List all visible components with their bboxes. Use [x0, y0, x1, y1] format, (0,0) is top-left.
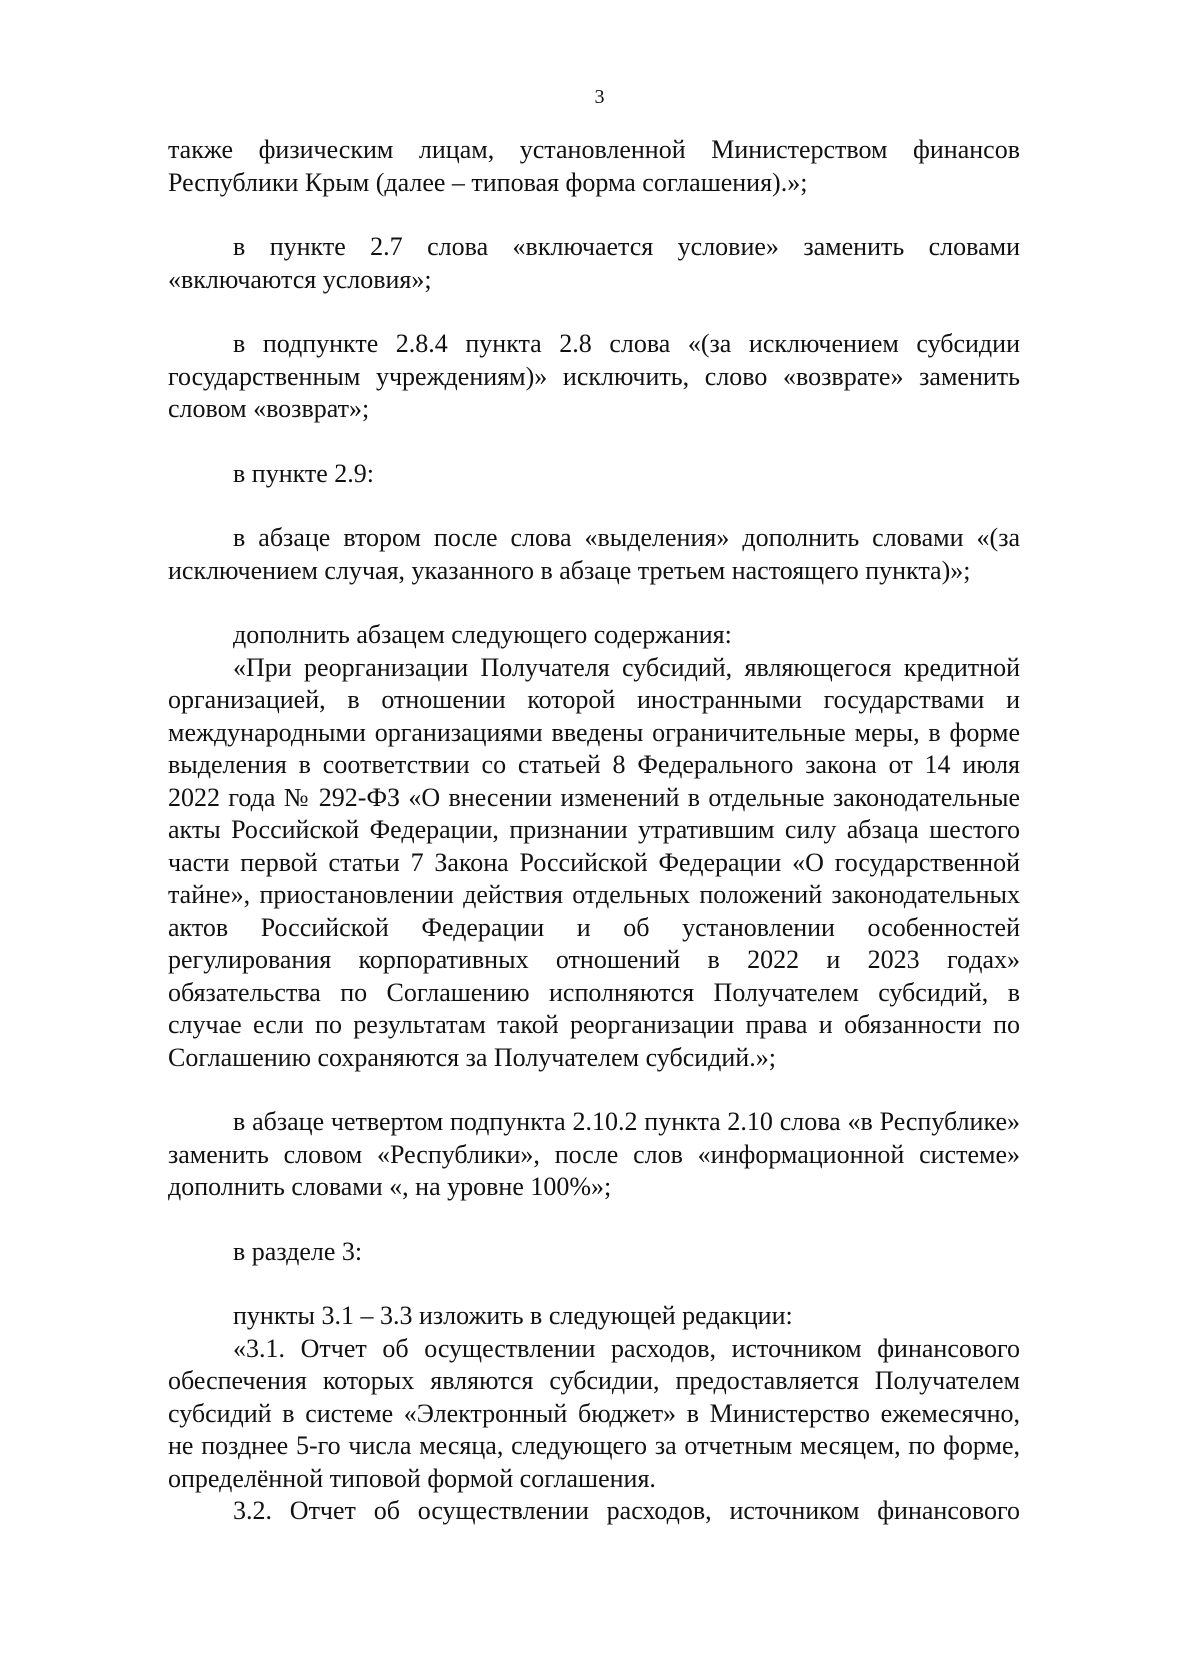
paragraph-point-3-1: «3.1. Отчет об осуществлении расходов, источником финансового обеспечения которых являются субсидии, предоставляется Получателем субсидий в системе «Электронный бюджет» в Министерство ежемесячно, не позднее 5-го числа месяца, следующего за отчетным месяцем, по форме, определённой типовой формой соглашения. — [168, 1333, 1020, 1493]
document-body — [168, 134, 1020, 1528]
paragraph-amend-2-7: в пункте 2.7 слова «включается условие» заменить словами «включаются условия»; — [168, 232, 1020, 294]
paragraph-point-3-2: 3.2. Отчет об осуществлении расходов, источником финансового — [233, 1496, 1020, 1525]
paragraph-reorganization-quote: «При реорганизации Получателя субсидий, являющегося кредитной организацией, в отношении которой иностранными государствами и международными организациями введены ограничительные меры, в форме выделения в соответствии со статьей 8 Федерального закона от 14 июля 2022 года № 292-ФЗ «О внесении изменений в отдельные законодательные акты Российской Федерации, признании утратившим силу абзаца шестого части первой статьи 7 Закона Российской Федерации «О государственной тайне», приостановлении действия отдельных положений законодательных актов Российской Федерации и об установлении особенностей регулирования корпоративных отношений в 2022 и 2023 годах» обязательства по Соглашению исполняются Получателем субсидий, в случае если по результатам такой реорганизации права и обязанности по Соглашению сохраняются за Получателем субсидий.»; — [168, 652, 1020, 1072]
paragraph-amend-2-9-heading: в пункте 2.9: — [233, 458, 375, 488]
paragraph-section-3-heading: в разделе 3: — [233, 1236, 363, 1266]
paragraph-points-3-1-3-3: пункты 3.1 – 3.3 изложить в следующей редакции: — [233, 1301, 793, 1330]
paragraph-add-abzac: дополнить абзацем следующего содержания: — [233, 620, 732, 649]
paragraph-amend-2-9-second: в абзаце втором после слова «выделения» дополнить словами «(за исключением случая, указанного в абзаце третьем настоящего пункта)»; — [168, 523, 1020, 585]
paragraph-continuation: также физическим лицам, установленной Министерством финансов Республики Крым (далее – типовая форма соглашения).»; — [168, 135, 1020, 197]
paragraph-amend-2-10-2: в абзаце четвертом подпункта 2.10.2 пункта 2.10 слова «в Республике» заменить словом «Республики», после слов «информационной системе» дополнить словами «, на уровне 100%»; — [168, 1107, 1020, 1201]
page-number: 3 — [594, 86, 606, 108]
paragraph-amend-2-8-4: в подпункте 2.8.4 пункта 2.8 слова «(за исключением субсидии государственным учреждениям)» исключить, слово «возврате» заменить словом «возврат»; — [168, 329, 1020, 423]
